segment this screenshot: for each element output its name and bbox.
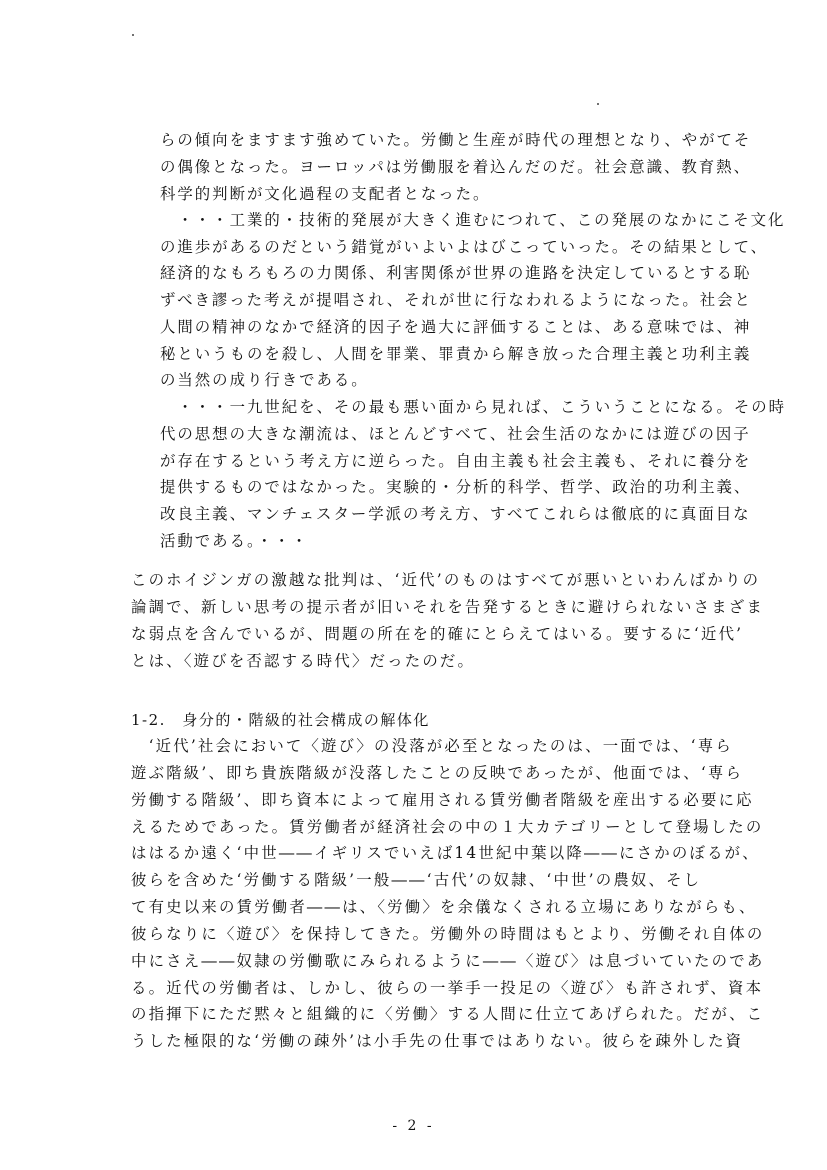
body-line: な弱点を含んでいるが、問題の所在を的確にとらえてはいる。要するに‘近代’ bbox=[131, 625, 744, 643]
body-line: 労働する階級’、即ち資本によって雇用される賃労働者階級を産出する必要に応 bbox=[131, 791, 754, 809]
quote-line: 改良主義、マンチェスター学派の考え方、すべてこれらは徹底的に真面目な bbox=[160, 505, 751, 523]
quote-line: 科学的判断が文化過程の支配者となった。 bbox=[160, 185, 491, 203]
quote-line: の進歩があるのだという錯覚がいよいよはびこっていった。その結果として、 bbox=[160, 238, 769, 256]
body-line: 彼らなりに〈遊び〉を保持してきた。労働外の時間はもとより、労働それ自体の bbox=[131, 925, 765, 943]
quote-line: 人間の精神のなかで経済的因子を過大に評価することは、ある意味では、神 bbox=[160, 318, 752, 336]
body-line: 彼らを含めた‘労働する階級’一般――‘古代’の奴隷、‘中世’の農奴、そし bbox=[131, 871, 702, 889]
quote-line: ・・・工業的・技術的発展が大きく進むにつれて、この発展のなかにこそ文化 bbox=[160, 211, 786, 229]
body-line: このホイジンガの激越な批判は、‘近代’のものはすべてが悪いといわんばかりの bbox=[131, 571, 761, 589]
body-line: 遊ぶ階級’、即ち貴族階級が没落したことの反映であったが、他面では、‘専ら bbox=[131, 764, 744, 782]
quote-line: 秘というものを殺し、人間を罪業、罪責から解き放った合理主義と功利主義 bbox=[160, 345, 752, 363]
body-line: えるためであった。賃労働者が経済社会の中の１大カテゴリーとして登場したの bbox=[131, 818, 764, 836]
body-line: の指揮下にただ黙々と組織的に〈労働〉する人間に仕立てあげられた。だが、こ bbox=[131, 1005, 765, 1023]
body-line: ‘近代’社会において〈遊び〉の没落が必至となったのは、一面では、‘専ら bbox=[131, 737, 733, 755]
quote-line: の当然の成り行きである。 bbox=[160, 371, 369, 389]
body-line: 論調で、新しい思考の提示者が旧いそれを告発するときに避けられないさまざま bbox=[131, 598, 764, 616]
section-heading: 1-2. 身分的・階級的社会構成の解体化 bbox=[131, 711, 430, 729]
body-line: とは、〈遊びを否認する時代〉だったのだ。 bbox=[131, 652, 476, 670]
body-line: る。近代の労働者は、しかし、彼らの一挙手一投足の〈遊び〉も許されず、資本 bbox=[131, 979, 764, 997]
body-line: うした極限的な‘労働の疎外’は小手先の仕事ではありない。彼らを疎外した資 bbox=[131, 1032, 744, 1050]
quote-line: が存在するという考え方に逆らった。自由主義も社会主義も、それに養分を bbox=[160, 452, 752, 470]
body-line: て有史以来の賃労働者――は、〈労働〉を余儀なくされる立場にありながらも、 bbox=[131, 898, 757, 916]
page-number: - 2 - bbox=[392, 1118, 435, 1134]
quote-line: 提供するものではなかった。実験的・分析的科学、哲学、政治的功利主義、 bbox=[160, 478, 752, 496]
quote-line: の偶像となった。ヨーロッパは労働服を着込んだのだ。社会意識、教育熱、 bbox=[160, 158, 751, 176]
quote-line: らの傾向をますます強めていた。労働と生産が時代の理想となり、やがてそ bbox=[160, 131, 752, 149]
quote-line: 代の思想の大きな潮流は、ほとんどすべて、社会生活のなかには遊びの因子 bbox=[160, 425, 751, 443]
quote-line: 経済的なもろもろの力関係、利害関係が世界の進路を決定しているとする恥 bbox=[160, 264, 752, 282]
quote-line: ずべき謬った考えが提唱され、それが世に行なわれるようになった。社会と bbox=[160, 291, 752, 309]
quote-line: ・・・一九世紀を、その最も悪い面から見れば、こういうことになる。その時 bbox=[160, 398, 787, 416]
scan-speck bbox=[132, 34, 134, 36]
scan-speck bbox=[597, 103, 599, 105]
quote-line: 活動である。・・・ bbox=[160, 532, 309, 550]
body-line: ははるか遠く‘中世――イギリスでいえば14世紀中葉以降――にさかのぼるが、 bbox=[131, 844, 760, 862]
body-line: 中にさえ――奴隷の労働歌にみられるように――〈遊び〉は息づいていたのであ bbox=[131, 952, 765, 970]
